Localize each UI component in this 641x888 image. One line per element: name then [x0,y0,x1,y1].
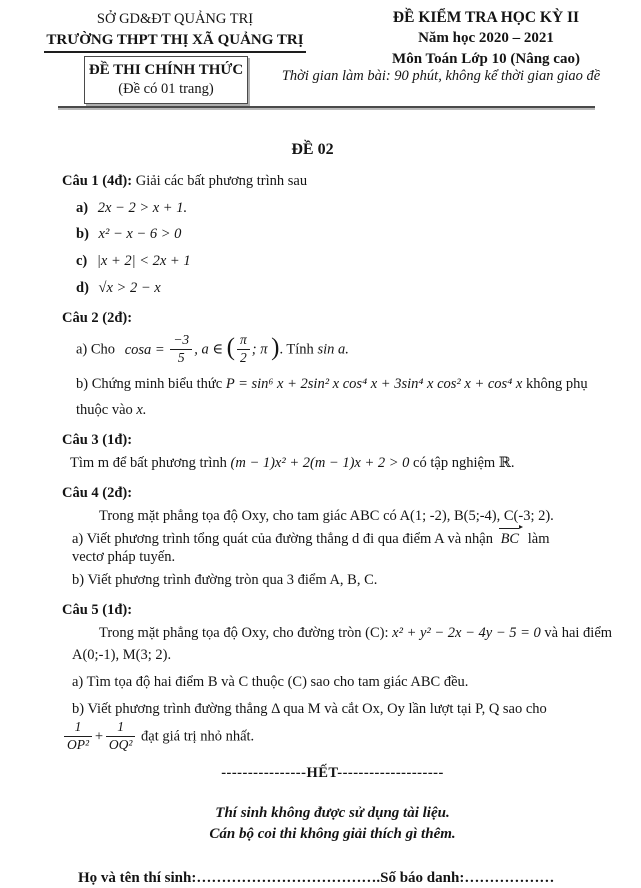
item-label: d) [76,280,89,297]
fraction-1-over-OP2 [64,720,92,753]
question-1-label: Câu 1 (4đ): [62,172,133,189]
fraction-denominator: OP² [67,737,90,753]
fraction-numerator: 1 [64,720,92,737]
vector-BC: BC [500,530,520,547]
question-1-heading [62,172,603,191]
school-name [26,31,324,54]
question-1-item-a [76,199,603,218]
item-text: không phụ [525,375,588,392]
school-name-text: TRƯỜNG THPT THỊ XÃ QUẢNG TRỊ [44,31,305,54]
item-label: a) [76,199,89,216]
question-2-item-b-continuation [76,401,603,420]
fraction-1-over-OQ2 [106,720,136,753]
item-text: và hai điểm [544,624,613,641]
question-4-item-a [72,530,603,549]
item-formula: x. [136,402,147,419]
close-paren: ) [271,333,280,361]
exam-content [62,140,613,888]
item-text: thuộc vào [76,402,133,419]
question-4-item-a-continuation: vectơ pháp tuyến. [72,549,176,566]
page-count-note: (Đề có 01 trang) [118,81,214,97]
question-5-heading: Câu 5 (1đ): [62,602,133,619]
department-name: SỞ GD&ĐT QUẢNG TRỊ [96,11,254,27]
question-4-item-b: b) Viết phương trình đường tròn qua 3 điểm A, B, C. [72,572,378,589]
fraction-denominator: 2 [240,349,247,365]
question-5-intro [62,624,613,643]
question-1-item-c [76,252,603,271]
note-no-materials: Thí sinh không được sử dụng tài liệu. [215,804,450,821]
fraction-minus3-over-5 [170,333,192,366]
fraction-denominator: OQ² [108,737,133,753]
item-text: Chứng minh biểu thức [91,375,223,392]
question-4-heading: Câu 4 (2đ): [62,484,133,501]
question-2-item-a [76,331,603,367]
question-5-item-a: a) Tìm tọa độ hai điểm B và C thuộc (C) sao cho tam giác ABC đều. [72,673,469,690]
official-exam-box [84,56,248,104]
item-text: Cho [90,341,116,358]
interval-end: ; π [251,341,268,358]
cos-expression: cosa = [124,341,165,358]
header-right [336,8,636,69]
question-1-item-b [76,225,603,244]
fraction-pi-over-2 [237,333,250,366]
item-label: b) [76,375,89,392]
circle-equation: x² + y² − 2x − 4y − 5 = 0 [392,624,541,641]
question-5-item-b-continuation [62,721,603,754]
note-no-explanation: Cán bộ coi thi không giải thích gì thêm. [209,825,456,842]
item-formula: x² − x − 6 > 0 [98,226,182,243]
candidate-number-dots: ……………… [464,869,555,886]
exam-code-title: ĐỀ 02 [291,141,334,158]
question-3-heading: Câu 3 (1đ): [62,432,133,449]
fraction-denominator: 5 [177,349,185,365]
question-1-text: Giải các bất phương trình sau [135,172,308,189]
item-formula: √x > 2 − x [98,280,161,297]
candidate-name-dots: ………………………………. [196,869,381,886]
subject-line: Môn Toán Lớp 10 (Nâng cao) [392,50,580,67]
exam-notes [62,803,603,845]
question-5-intro-continuation: A(0;-1), M(3; 2). [72,646,172,663]
question-4-intro: Trong mặt phẳng tọa độ Oxy, cho tam giác ABC có A(1; -2), B(5;-4), C(-3; 2). [99,507,554,524]
item-label: b) [76,226,89,243]
header-left [26,10,324,53]
fraction-numerator: −3 [170,333,192,350]
item-text: có tập nghiệm ℝ. [413,455,515,472]
interval-text: , a ∈ [194,341,224,358]
exam-title: ĐỀ KIỂM TRA HỌC KỲ II [392,9,580,26]
item-formula: (m − 1)x² + 2(m − 1)x + 2 > 0 [230,455,410,472]
item-label: c) [76,253,88,270]
question-1-item-d [76,279,603,298]
item-formula: |x + 2| < 2x + 1 [96,253,191,270]
question-2-item-b [76,375,603,394]
end-divider: ----------------HẾT-------------------- [221,765,444,782]
sin-expression: sin a. [317,341,349,358]
fraction-numerator: π [237,333,250,350]
item-text: làm [527,530,550,547]
question-3-text [70,454,603,473]
item-label: a) [76,341,88,358]
item-text: Tìm m để bất phương trình [70,455,227,472]
plus-sign: + [94,729,104,746]
candidate-number-label: Số báo danh: [380,869,465,886]
item-text: a) Viết phương trình tổng quát của đường thẳng d đi qua điểm A và nhận [72,530,493,547]
official-exam-label: ĐỀ THI CHÍNH THỨC [88,62,244,78]
item-formula: 2x − 2 > x + 1. [97,199,188,216]
fraction-numerator: 1 [106,720,136,737]
school-year: Năm học 2020 – 2021 [418,30,554,47]
question-5-item-b: b) Viết phương trình đường thẳng Δ qua M và cắt Ox, Oy lần lượt tại P, Q sao cho [72,700,547,717]
item-text: Trong mặt phẳng tọa độ Oxy, cho đường tròn (C): [99,624,389,641]
item-text: đạt giá trị nhỏ nhất. [141,729,255,746]
candidate-name-label: Họ và tên thí sinh: [78,869,197,886]
header-divider [58,106,595,108]
time-limit-note: Thời gian làm bài: 90 phút, không kể thời gian giao đề [281,68,601,84]
item-text: . Tính [279,341,314,358]
candidate-info-line [78,869,603,888]
item-formula: P = sin⁶ x + 2sin² x cos⁴ x + 3sin⁴ x cos² x + cos⁴ x [225,375,523,392]
question-2-heading: Câu 2 (2đ): [62,310,133,327]
open-paren: ( [226,333,235,361]
